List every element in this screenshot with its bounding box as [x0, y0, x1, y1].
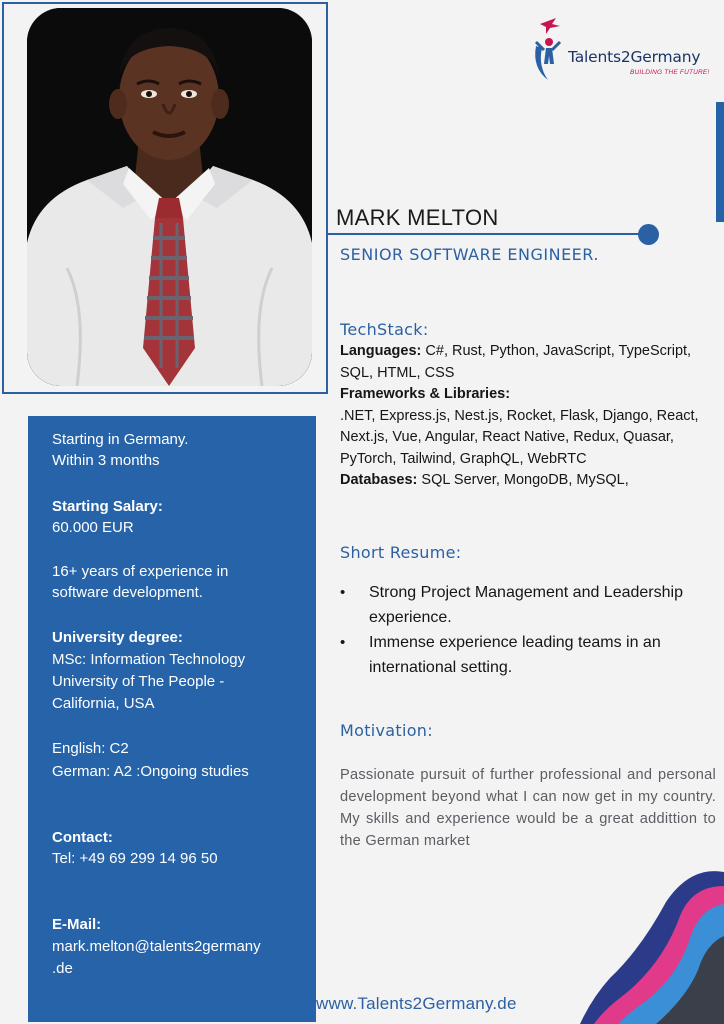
- degree-line-2: University of The People -: [52, 673, 225, 690]
- salary-label: Starting Salary:: [52, 498, 163, 515]
- contact-label: Contact:: [52, 829, 113, 846]
- start-line-1: Starting in Germany.: [52, 431, 189, 448]
- techstack-title: TechStack:: [340, 320, 429, 339]
- databases-list: SQL Server, MongoDB, MySQL,: [417, 472, 629, 488]
- company-logo: [532, 16, 712, 84]
- candidate-name: MARK MELTON: [336, 205, 499, 230]
- english-level: English: C2: [52, 740, 129, 757]
- email-label: E-Mail:: [52, 916, 102, 933]
- frameworks-label: Frameworks & Libraries:: [340, 386, 511, 402]
- degree-line-3: California, USA: [52, 695, 155, 712]
- degree-label: University degree:: [52, 629, 183, 646]
- resume-bullet: • Immense experience leading teams in an international setting.: [340, 630, 716, 680]
- resume-title: Short Resume:: [340, 543, 462, 562]
- german-level: German: A2 :Ongoing studies: [52, 763, 249, 780]
- motivation-section: [340, 721, 716, 852]
- motivation-title: Motivation:: [340, 721, 433, 740]
- frameworks-list: .NET, Express.js, Nest.js, Rocket, Flask, Django, React, Next.js, Vue, Angular, React Native, Redux, Quasar, PyTorch, Tailwind, GraphQL, WebRTC: [340, 407, 699, 467]
- logo-name: Talents2Germany: [568, 48, 701, 66]
- start-line-2: Within 3 months: [52, 452, 160, 469]
- resume-bullets: [340, 580, 716, 680]
- logo-tagline: BUILDING THE FUTURE!: [630, 69, 710, 76]
- languages-label: Languages:: [340, 343, 422, 359]
- techstack-body: [340, 341, 716, 492]
- resume-bullet: • Strong Project Management and Leadership experience.: [340, 580, 716, 630]
- resume-section: [340, 543, 716, 680]
- summary-panel: [28, 416, 316, 1022]
- logo-figure-icon: [532, 16, 566, 82]
- degree-line-1: MSc: Information Technology: [52, 651, 246, 668]
- phone-number: Tel: +49 69 299 14 96 50: [52, 850, 218, 867]
- name-divider-dot: [638, 224, 659, 245]
- languages-list: C#, Rust, Python, JavaScript, TypeScript, SQL, HTML, CSS: [340, 343, 692, 381]
- motivation-text: Passionate pursuit of further professional and personal development beyond what I can now get in my country. My skills and experience would be a great addittion to the German market: [340, 767, 716, 849]
- candidate-role: SENIOR SOFTWARE ENGINEER.: [340, 245, 599, 264]
- experience-line-2: software development.: [52, 584, 203, 601]
- decorative-waves: [580, 858, 724, 1024]
- databases-label: Databases:: [340, 472, 418, 488]
- candidate-photo: [27, 8, 312, 386]
- email-address-line-2[interactable]: .de: [52, 960, 73, 977]
- email-address-line-1[interactable]: mark.melton@talents2germany: [52, 938, 261, 955]
- footer-website-link[interactable]: www.Talents2Germany.de: [316, 994, 517, 1013]
- experience-line-1: 16+ years of experience in: [52, 563, 229, 580]
- salary-value: 60.000 EUR: [52, 519, 134, 536]
- edge-accent-bar: [716, 102, 724, 222]
- techstack-section: [340, 320, 716, 492]
- name-divider: [327, 233, 643, 235]
